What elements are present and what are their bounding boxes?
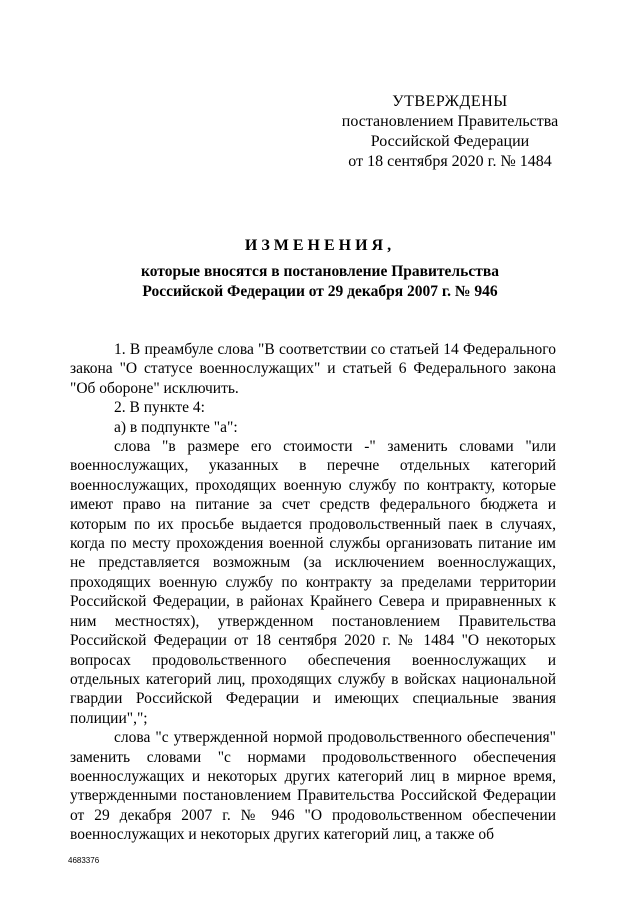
subtitle-line-1: которые вносятся в постановление Правительства	[141, 263, 499, 280]
paragraph-2: 2. В пункте 4:	[114, 399, 205, 417]
document-subtitle	[100, 262, 540, 302]
paragraph-3: а) в подпункте "а":	[114, 418, 238, 436]
paragraph-1: 1. В преамбуле слова "В соответствии со статьей 14 Федерального закона "О статусе военнослужащих" и статьей 6 Федерального закона "Об обороне" исключить.	[70, 341, 556, 397]
approval-line-1: постановлением Правительства	[341, 113, 559, 130]
approval-line-3: от 18 сентября 2020 г. № 1484	[348, 153, 552, 170]
approval-stamp	[330, 92, 570, 172]
subtitle-line-2: Российской Федерации от 29 декабря 2007 г. № 946	[142, 283, 498, 300]
document-title: ИЗМЕНЕНИЯ,	[244, 237, 396, 254]
paragraph-4: слова "в размере его стоимости -" заменить словами "или военнослужащих, указанных в перечне отдельных категорий военнослужащих, проходящих военную службу по контракту, которые имеют право на питание за счет средств федерального бюджета и которым по их просьбе выдается продовольственный паек в случаях, когда по месту прохождения военной службы организовать питание им не представляется возможным (за исключением военнослужащих, проходящих военную службу по контракту за пределами территории Российской Федерации, в районах Крайнего Севера и приравненных к ним местностях), утвержденном постановлением Правительства Российской Федерации от 18 сентября 2020 г. № 1484 "О некоторых вопросах продовольственного обеспечения военнослужащих и отдельных категорий лиц, проходящих службу в войсках национальной гвардии Российской Федерации и имеющих специальные звания полиции",";	[70, 438, 556, 727]
document-body	[70, 340, 556, 845]
approval-line-2: Российской Федерации	[370, 133, 530, 150]
paragraph-5: слова "с утвержденной нормой продовольственного обеспечения" заменить словами "с нормами продовольственного обеспечения военнослужащих и некоторых других категорий лиц в мирное время, утвержденными постановлением Правительства Российской Федерации от 29 декабря 2007 г. № 946 "О продовольственном обеспечении военнослужащих и некоторых других категорий лиц, а также об	[70, 729, 556, 844]
document-number: 4683376	[68, 856, 100, 865]
approval-title: УТВЕРЖДЕНЫ	[392, 93, 508, 110]
